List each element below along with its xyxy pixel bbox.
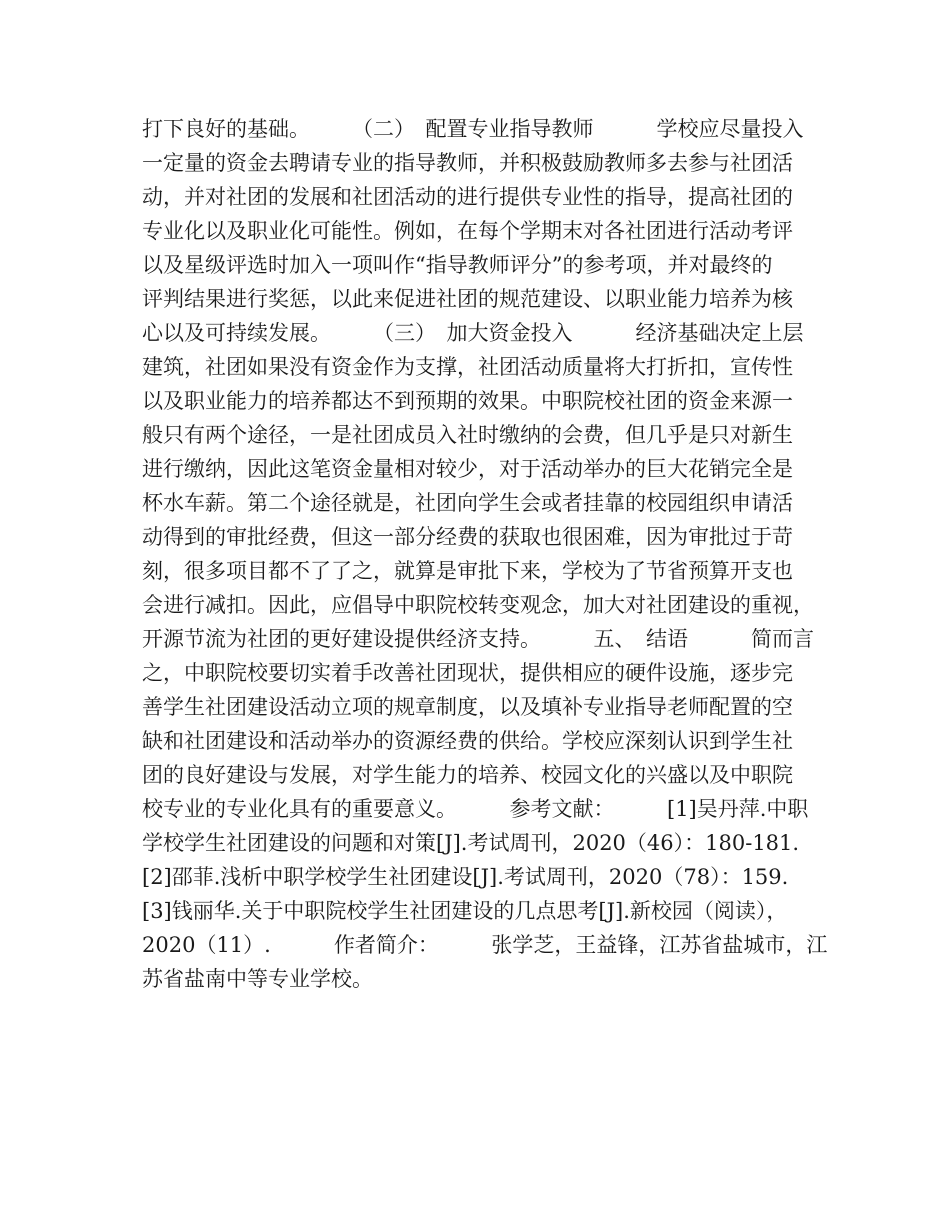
text-line: 以及职业能力的培养都达不到预期的效果。中职院校社团的资金来源一: [142, 389, 793, 413]
text-line: 进行缴纳，因此这笔资金量相对较少，对于活动举办的巨大花销完全是: [142, 457, 793, 481]
text-line: 专业化以及职业化可能性。例如，在每个学期末对各社团进行活动考评: [142, 219, 793, 243]
text-line: [3]钱丽华.关于中职院校学生社团建设的几点思考[J].新校园（阅读），: [142, 899, 788, 923]
text-line: 善学生社团建设活动立项的规章制度，以及填补专业指导老师配置的空: [142, 695, 793, 719]
text-line: 会进行减扣。因此，应倡导中职院校转变观念，加大对社团建设的重视，: [142, 593, 814, 617]
body-text: [142, 112, 832, 996]
text-line: 团的良好建设与发展，对学生能力的培养、校园文化的兴盛以及中职院: [142, 763, 793, 787]
text-line: 动得到的审批经费，但这一部分经费的获取也很困难，因为审批过于苛: [142, 525, 793, 549]
text-line: 刻，很多项目都不了了之，就算是审批下来，学校为了节省预算开支也: [142, 559, 793, 583]
text-line: 之，中职院校要切实着手改善社团现状，提供相应的硬件设施，逐步完: [142, 661, 793, 685]
text-line: 建筑，社团如果没有资金作为支撑，社团活动质量将大打折扣，宣传性: [142, 355, 793, 379]
text-line: 般只有两个途径，一是社团成员入社时缴纳的会费，但几乎是只对新生: [142, 423, 793, 447]
text-line: 心以及可持续发展。 （三） 加大资金投入 经济基础决定上层: [142, 321, 804, 345]
text-line: 校专业的专业化具有的重要意义。 参考文献： [1]吴丹萍.中职: [142, 797, 809, 821]
text-line: 学校学生社团建设的问题和对策[J].考试周刊，2020（46）：180-181.: [142, 831, 800, 855]
text-line: 以及星级评选时加入一项叫作“指导教师评分”的参考项，并对最终的: [142, 253, 773, 277]
text-line: 缺和社团建设和活动举办的资源经费的供给。学校应深刻认识到学生社: [142, 729, 793, 753]
text-line: 杯水车薪。第二个途径就是，社团向学生会或者挂靠的校园组织申请活: [142, 491, 793, 515]
text-line: 开源节流为社团的更好建设提供经济支持。 五、 结语 简而言: [142, 627, 814, 651]
text-line: 一定量的资金去聘请专业的指导教师，并积极鼓励教师多去参与社团活: [142, 151, 793, 175]
text-line: 打下良好的基础。 （二） 配置专业指导教师 学校应尽量投入: [142, 117, 804, 141]
text-line: 评判结果进行奖惩，以此来促进社团的规范建设、以职业能力培养为核: [142, 287, 793, 311]
text-line: 动，并对社团的发展和社团活动的进行提供专业性的指导，提高社团的: [142, 185, 793, 209]
text-line: 苏省盐南中等专业学校。: [142, 967, 373, 991]
text-line: 2020（11）. 作者简介： 张学芝，王益锋，江苏省盐城市，江: [142, 933, 828, 957]
text-line: [2]邵菲.浅析中职学校学生社团建设[J].考试周刊，2020（78）：159.: [142, 865, 789, 889]
